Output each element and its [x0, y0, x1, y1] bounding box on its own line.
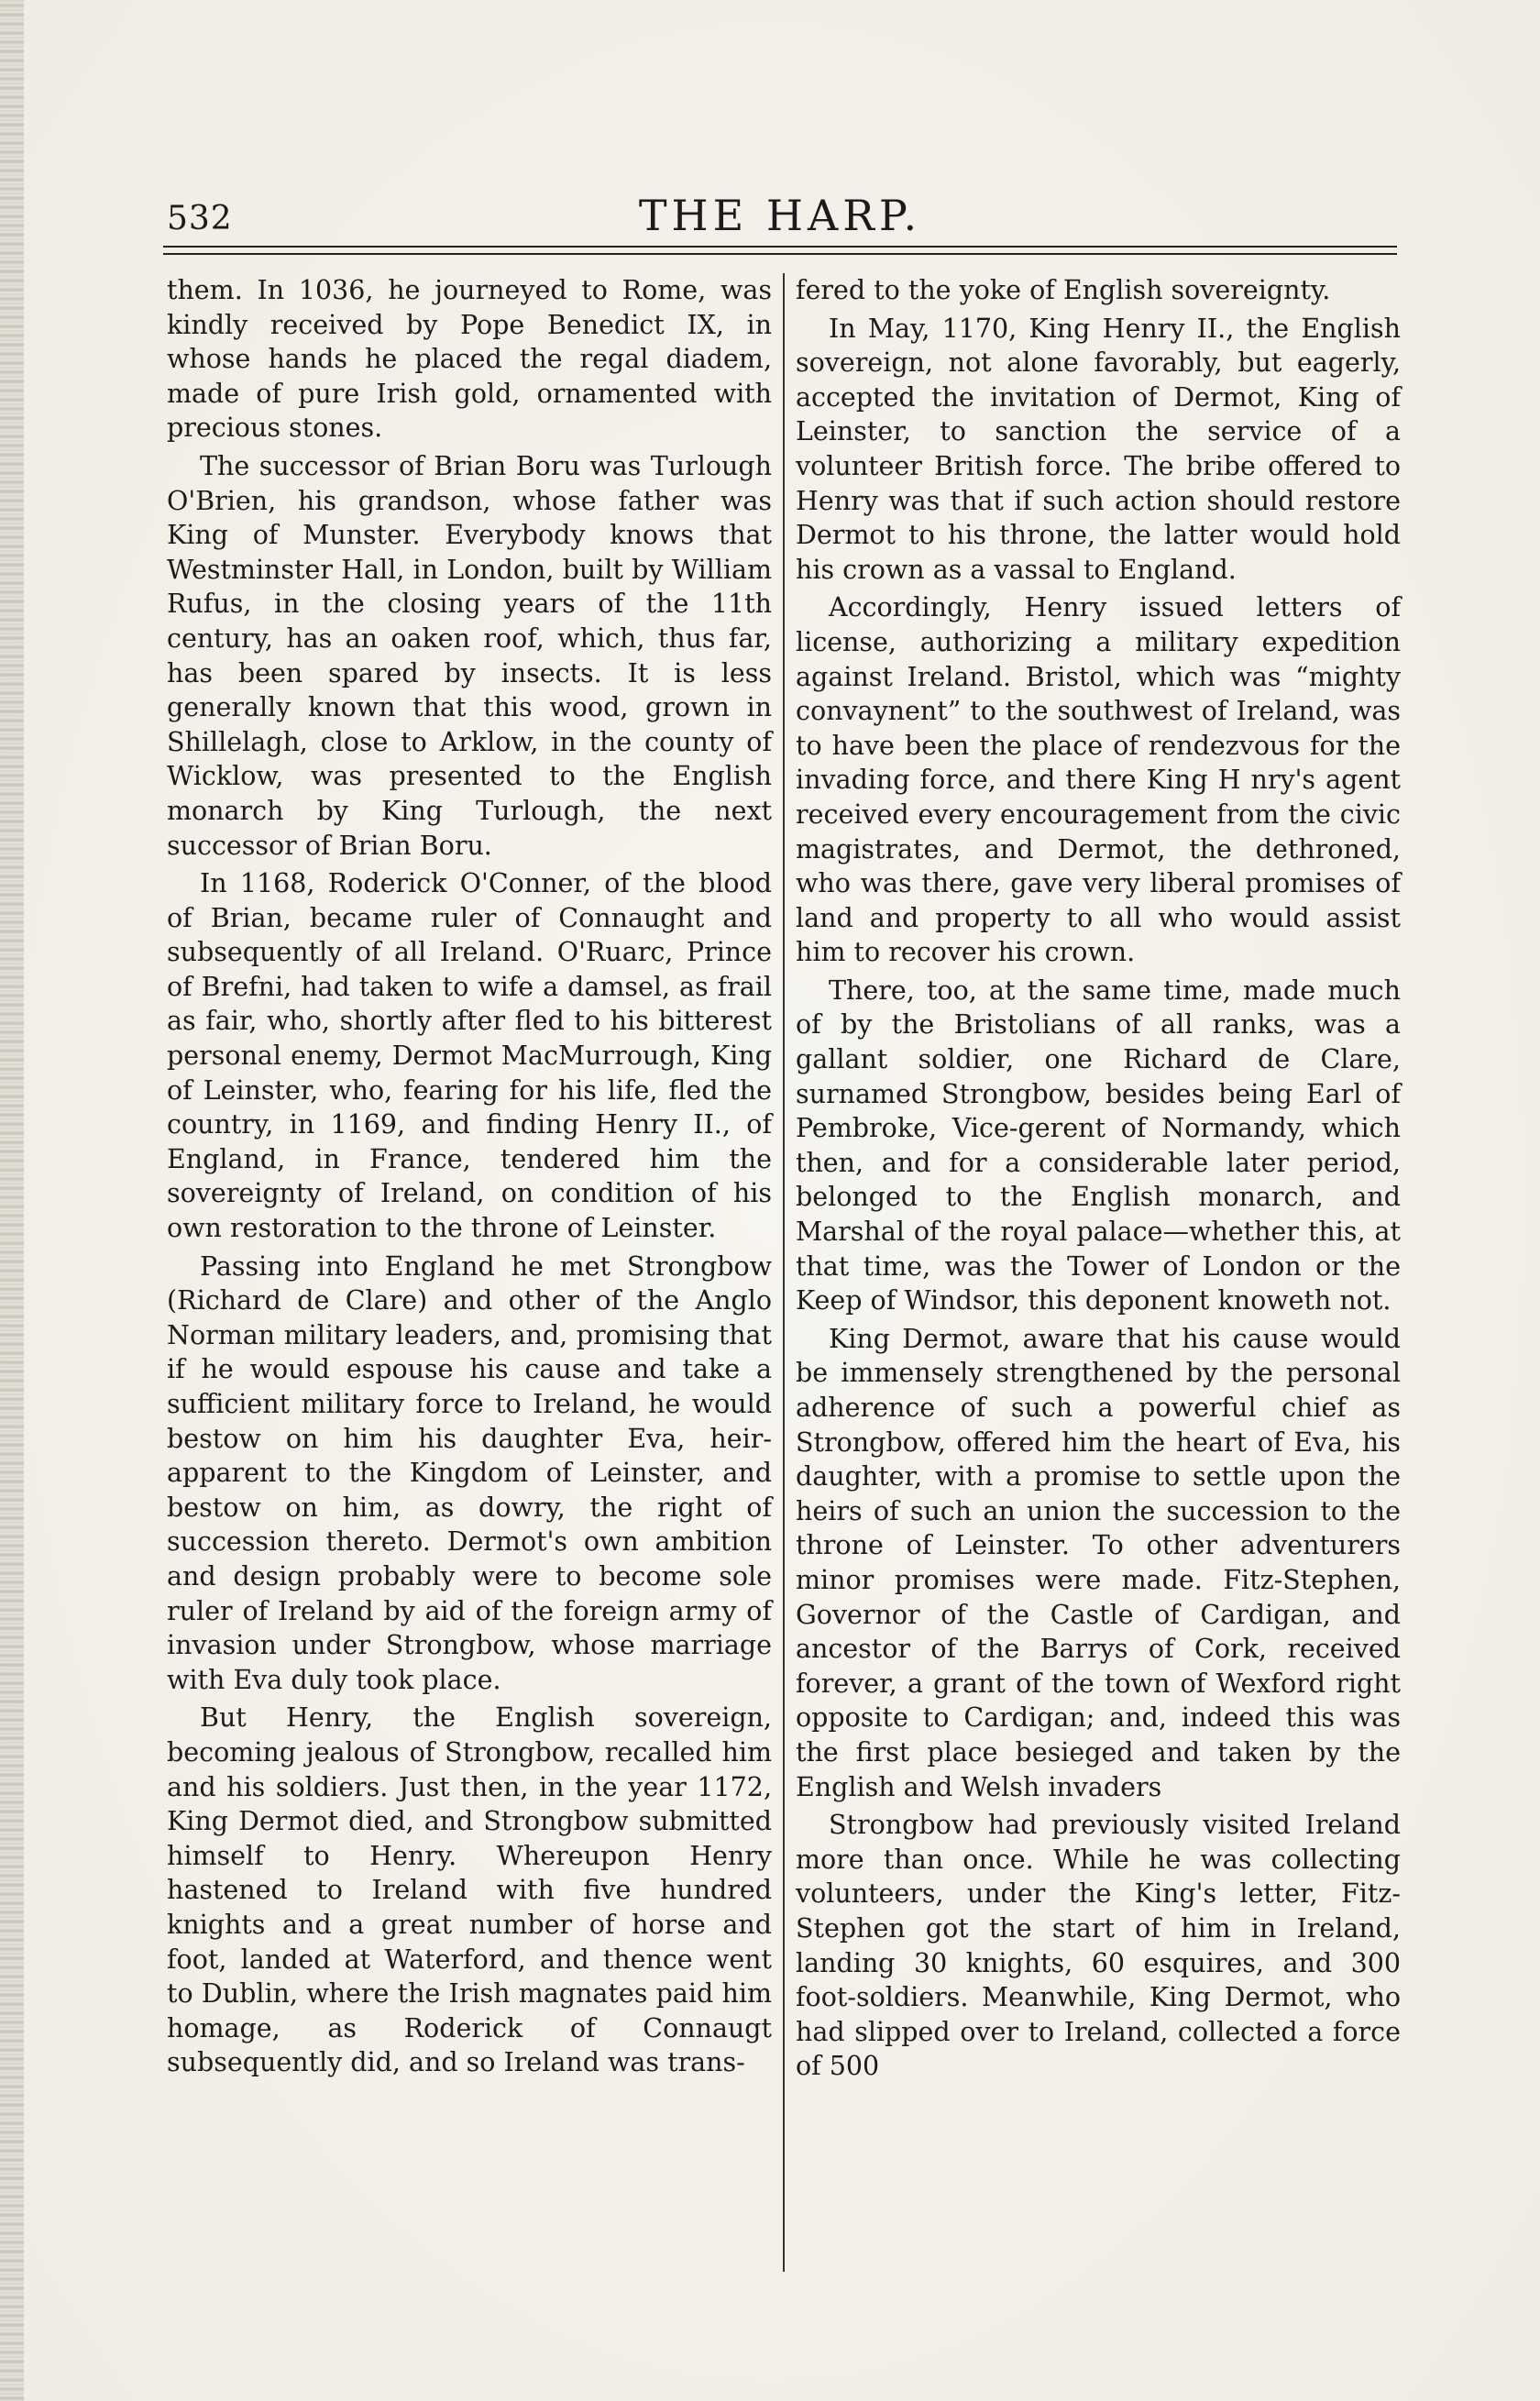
binding-edge	[0, 0, 24, 2401]
page-number: 532	[167, 200, 233, 237]
header-rule-top	[163, 246, 1397, 248]
paragraph: The successor of Brian Boru was Turlough O'Brien, his grandson, whose father was King of Munster. Everybody knows that Westminster Hall, in London, built by William Rufus, in the closing years of the 11th century, has an oaken roof, which, thus far, has been spared by insects. It is less generally known that this wood, grown in Shillelagh, close to Arklow, in the county of Wicklow, was presented to the English monarch by King Turlough, the next successor of Brian Boru.	[167, 450, 772, 861]
paragraph: Accordingly, Henry issued letters of license, authorizing a military expedition against Ireland. Bristol, which was “mighty convaynent” to the southwest of Ireland, was to have been the place of rendezvous for the invading force, and there King H nry's agent received every encouragement from the civic magistrates, and Dermot, the dethroned, who was there, gave very liberal promises of land and property to all who would assist him to recover his crown.	[796, 592, 1401, 968]
paragraph: Strongbow had previously visited Ireland more than once. While he was collecting volunteers, under the King's letter, Fitz-Stephen got the start of him in Ireland, landing 30 knights, 60 esquires, and 300 foot-soldiers. Meanwhile, King Dermot, who had slipped over to Ireland, collected a force of 500	[796, 1810, 1401, 2082]
paragraph: There, too, at the same time, made much of by the Bristolians of all ranks, was a gallant soldier, one Richard de Clare, surnamed Strongbow, besides being Earl of Pembroke, Vice-gerent of Normandy, which then, and for a considerable later period, belonged to the English monarch, and Marshal of the royal palace—whether this, at that time, was the Tower of London or the Keep of Windsor, this deponent knoweth not.	[796, 975, 1401, 1316]
paragraph: But Henry, the English sovereign, becoming jealous of Strongbow, recalled him and his soldiers. Just then, in the year 1172, King Dermot died, and Strongbow submitted himself to Henry. Whereupon Henry hastened to Ireland with five hundred knights and a great number of horse and foot, landed at Waterford, and thence went to Dublin, where the Irish magnates paid him homage, as Roderick of Connaugt subsequently did, and so Ireland was trans-	[167, 1702, 772, 2078]
paragraph: fered to the yoke of English sovereignty.	[796, 275, 1331, 305]
paragraph: King Dermot, aware that his cause would be immensely strengthened by the personal adherence of such a powerful chief as Strongbow, offered him the heart of Eva, his daughter, with a promise to settle upon the heirs of such an union the succession to the throne of Leinster. To other adventurers minor promises were made. Fitz-Stephen, Governor of the Castle of Cardigan, and ancestor of the Barrys of Cork, received forever, a grant of the town of Wexford right opposite to Cardigan; and, indeed this was the first place besieged and taken by the English and Welsh invaders	[796, 1323, 1401, 1802]
paragraph: In May, 1170, King Henry II., the English sovereign, not alone favorably, but eagerly, accepted the invitation of Dermot, King of Leinster, to sanction the service of a volunteer British force. The bribe offered to Henry was that if such action should restore Dermot to his throne, the latter would hold his crown as a vassal to England.	[796, 313, 1401, 585]
left-column	[167, 273, 772, 2084]
paragraph: Passing into England he met Strongbow (Richard de Clare) and other of the Anglo Norman military leaders, and, promising that if he would espouse his cause and take a sufficient military force to Ireland, he would bestow on him his daughter Eva, heir-apparent to the Kingdom of Leinster, and bestow on him, as dowry, the right of succession thereto. Dermot's own ambition and design probably were to become sole ruler of Ireland by aid of the foreign army of invasion under Strongbow, whose marriage with Eva duly took place.	[167, 1250, 772, 1695]
running-title: THE HARP.	[638, 191, 922, 240]
header-rule-bottom	[163, 253, 1397, 255]
column-divider	[783, 273, 785, 2272]
paragraph: In 1168, Roderick O'Conner, of the blood of Brian, became ruler of Connaught and subsequently of all Ireland. O'Ruarc, Prince of Brefni, had taken to wife a damsel, as frail as fair, who, shortly after fled to his bitterest personal enemy, Dermot MacMurrough, King of Leinster, who, fearing for his life, fled the country, in 1169, and finding Henry II., of England, in France, tendered him the sovereignty of Ireland, on condition of his own restoration to the throne of Leinster.	[167, 868, 772, 1244]
right-column	[796, 273, 1401, 2087]
paragraph: them. In 1036, he journeyed to Rome, was kindly received by Pope Benedict IX, in whose hands he placed the regal diadem, made of pure Irish gold, ornamented with precious stones.	[167, 275, 772, 444]
running-header	[167, 191, 1393, 246]
